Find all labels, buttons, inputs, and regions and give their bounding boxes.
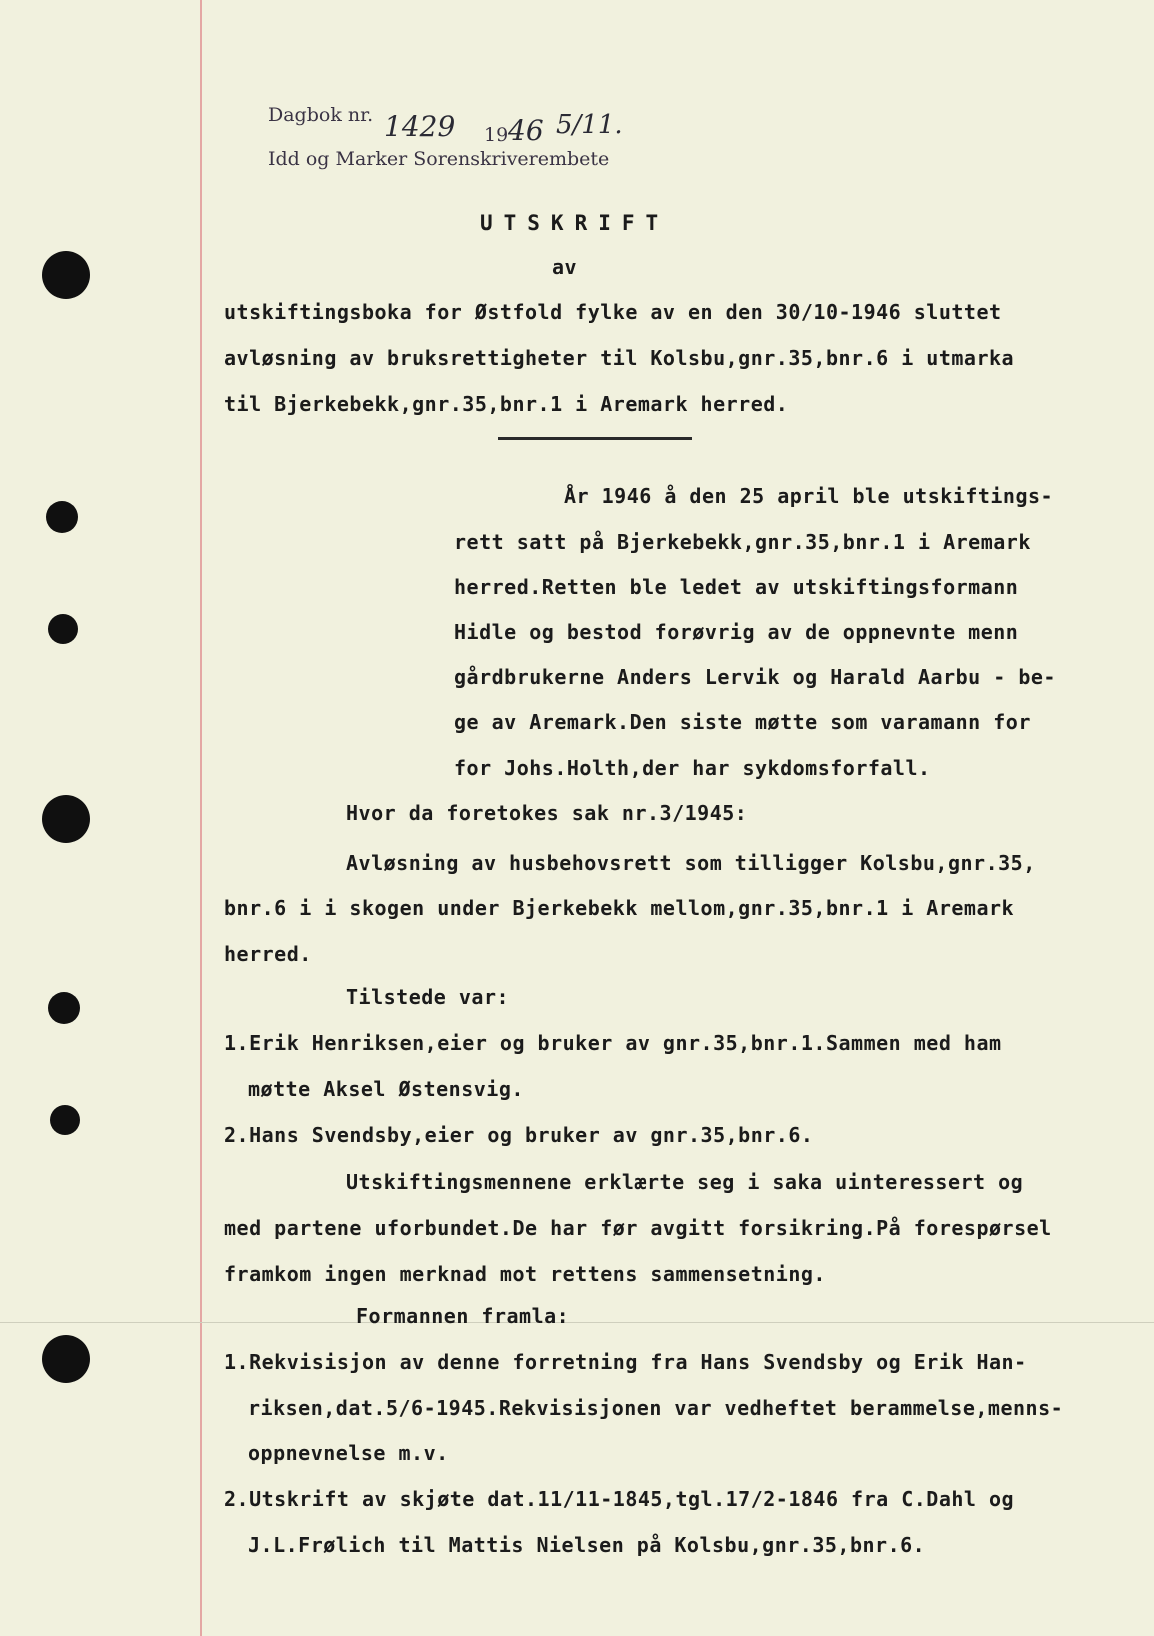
red-margin-line bbox=[200, 0, 202, 1636]
dagbok-number: 1429 bbox=[384, 110, 456, 143]
text-line: avløsning av bruksrettigheter til Kolsbu,gnr.35,bnr.6 i utmarka bbox=[224, 346, 1015, 370]
text-line: bnr.6 i i skogen under Bjerkebekk mellom,gnr.35,bnr.1 i Aremark bbox=[224, 896, 1015, 920]
punch-hole bbox=[42, 251, 90, 299]
punch-hole bbox=[46, 501, 78, 533]
punch-hole bbox=[50, 1105, 80, 1135]
document-subtitle: av bbox=[552, 255, 578, 279]
text-line: utskiftingsboka for Østfold fylke av en den 30/10-1946 sluttet bbox=[224, 300, 1002, 324]
office-stamp: Idd og Marker Sorenskriverembete bbox=[268, 148, 610, 170]
text-line: 2.Hans Svendsby,eier og bruker av gnr.35,bnr.6. bbox=[224, 1123, 814, 1147]
document-title: UTSKRIFT bbox=[480, 211, 670, 235]
year-prefix: 19 bbox=[484, 124, 509, 146]
punch-hole bbox=[42, 795, 90, 843]
text-line: møtte Aksel Østensvig. bbox=[248, 1077, 524, 1101]
text-line: 2.Utskrift av skjøte dat.11/11-1845,tgl.17/2-1846 fra C.Dahl og bbox=[224, 1487, 1015, 1511]
year-suffix: 46 bbox=[508, 114, 544, 147]
text-line: ge av Aremark.Den siste møtte som varamann for bbox=[454, 710, 1031, 734]
text-line: 1.Rekvisisjon av denne forretning fra Hans Svendsby og Erik Han- bbox=[224, 1350, 1027, 1374]
punch-hole bbox=[48, 992, 80, 1024]
text-line: Tilstede var: bbox=[346, 985, 510, 1009]
text-line: Hvor da foretokes sak nr.3/1945: bbox=[346, 801, 748, 825]
punch-hole bbox=[48, 614, 78, 644]
text-line: til Bjerkebekk,gnr.35,bnr.1 i Aremark herred. bbox=[224, 392, 789, 416]
text-line: oppnevnelse m.v. bbox=[248, 1441, 449, 1465]
text-line: 1.Erik Henriksen,eier og bruker av gnr.35,bnr.1.Sammen med ham bbox=[224, 1031, 1002, 1055]
text-line: Formannen framla: bbox=[356, 1304, 570, 1328]
text-line: herred. bbox=[224, 942, 312, 966]
text-line: Utskiftingsmennene erklærte seg i saka uinteressert og bbox=[346, 1170, 1024, 1194]
text-line: rett satt på Bjerkebekk,gnr.35,bnr.1 i Aremark bbox=[454, 530, 1031, 554]
text-line: framkom ingen merknad mot rettens sammensetning. bbox=[224, 1262, 826, 1286]
text-line: J.L.Frølich til Mattis Nielsen på Kolsbu,gnr.35,bnr.6. bbox=[248, 1533, 926, 1557]
text-line: År 1946 å den 25 april ble utskiftings- bbox=[564, 484, 1054, 508]
text-line: riksen,dat.5/6-1945.Rekvisisjonen var vedheftet berammelse,menns- bbox=[248, 1396, 1064, 1420]
text-line: gårdbrukerne Anders Lervik og Harald Aarbu - be- bbox=[454, 665, 1056, 689]
text-line: Hidle og bestod forøvrig av de oppnevnte menn bbox=[454, 620, 1019, 644]
dagbok-stamp-label: Dagbok nr. bbox=[268, 104, 374, 126]
punch-hole bbox=[42, 1335, 90, 1383]
page-fold bbox=[0, 1322, 1154, 1323]
separator-rule bbox=[498, 437, 692, 440]
text-line: Avløsning av husbehovsrett som tilligger Kolsbu,gnr.35, bbox=[346, 851, 1036, 875]
text-line: for Johs.Holth,der har sykdomsforfall. bbox=[454, 756, 931, 780]
text-line: herred.Retten ble ledet av utskiftingsformann bbox=[454, 575, 1019, 599]
text-line: med partene uforbundet.De har før avgitt forsikring.På forespørsel bbox=[224, 1216, 1052, 1240]
date-handwritten: 5/11. bbox=[556, 110, 623, 140]
